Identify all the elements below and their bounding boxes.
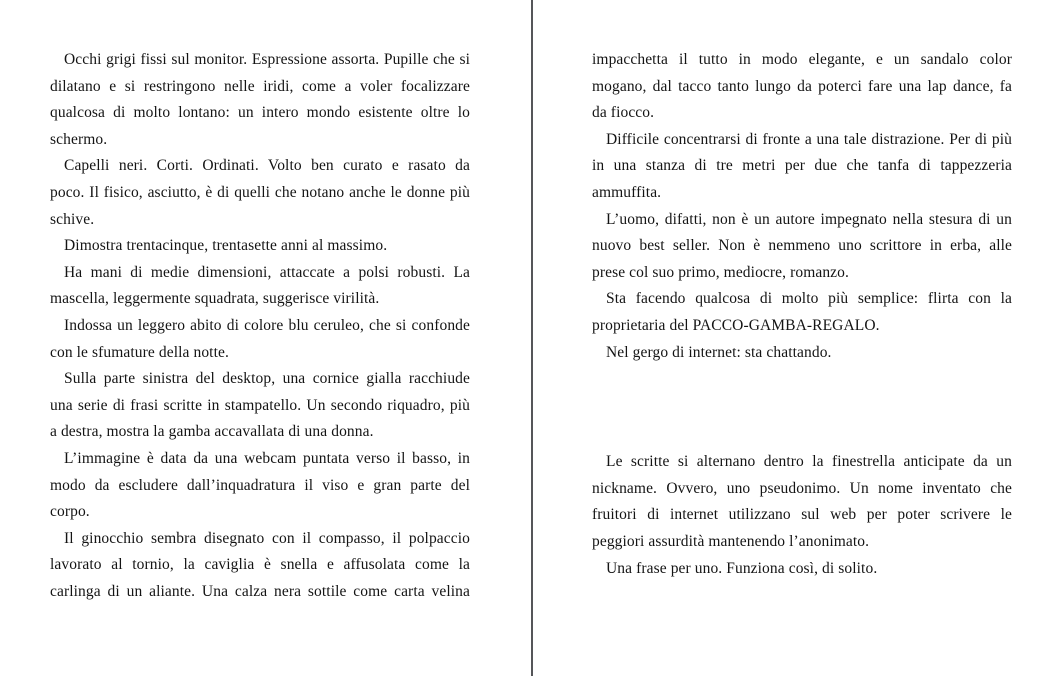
text-line: da fiocco. xyxy=(592,104,655,122)
text-line: schermo. xyxy=(50,130,108,148)
text-line: una serie di frasi scritte in stampatello. Un secondo riquadro, più xyxy=(50,396,470,414)
text-line: L’uomo, difatti, non è un autore impegnato nella stesura di un xyxy=(606,210,1012,228)
text-line: Dimostra trentacinque, trentasette anni al massimo. xyxy=(64,237,388,255)
text-line: nickname. Ovvero, uno pseudonimo. Un nome inventato che xyxy=(592,479,1012,497)
paragraph xyxy=(50,366,470,446)
text-line: proprietaria del PACCO-GAMBA-REGALO. xyxy=(592,316,880,334)
paragraph xyxy=(592,127,1012,207)
text-line: L’immagine è data da una webcam puntata verso il basso, in xyxy=(64,449,470,467)
text-line: corpo. xyxy=(50,503,90,521)
text-line: dilatano e si restringono nelle iridi, come a voler focalizzare xyxy=(50,77,470,95)
paragraph xyxy=(50,446,470,526)
paragraph xyxy=(50,47,470,153)
text-line: ammuffita. xyxy=(592,183,662,201)
paragraph xyxy=(592,449,1012,555)
paragraph xyxy=(50,526,470,606)
text-line: Occhi grigi fissi sul monitor. Espressione assorta. Pupille che si xyxy=(64,51,470,68)
text-line: nuovo best seller. Non è nemmeno uno scrittore in erba, alle xyxy=(592,237,1012,255)
text-line: impacchetta il tutto in modo elegante, e un sandalo color xyxy=(592,51,1012,68)
paragraph xyxy=(592,286,1012,339)
text-line: prese col suo primo, mediocre, romanzo. xyxy=(592,263,849,281)
text-line: Ha mani di medie dimensioni, attaccate a polsi robusti. La xyxy=(64,263,470,281)
text-line: qualcosa di molto lontano: un intero mondo esistente oltre lo xyxy=(50,104,470,122)
text-line: mascella, leggermente squadrata, suggerisce virilità. xyxy=(50,290,380,308)
paragraph xyxy=(50,260,470,313)
paragraph xyxy=(50,313,470,366)
paragraph xyxy=(50,153,470,233)
text-line: Nel gergo di internet: sta chattando. xyxy=(606,343,832,361)
text-line: con le sfumature della notte. xyxy=(50,343,229,361)
text-line: poco. Il fisico, asciutto, è di quelli che notano anche le donne più xyxy=(50,183,470,201)
text-line: lavorato al tornio, la caviglia è snella e affusolata come la xyxy=(50,556,470,574)
text-line: a destra, mostra la gamba accavallata di una donna. xyxy=(50,423,374,441)
paragraph xyxy=(592,47,1012,127)
text-line: Difficile concentrarsi di fronte a una tale distrazione. Per di più xyxy=(606,130,1012,148)
text-line: carlinga di un aliante. Una calza nera sottile come carta velina xyxy=(50,582,470,600)
text-line: Le scritte si alternano dentro la finestrella anticipate da un xyxy=(606,453,1012,471)
right-page[interactable] xyxy=(533,0,1044,676)
paragraph xyxy=(592,207,1012,287)
paragraph xyxy=(50,233,470,260)
right-page-text xyxy=(592,47,1012,582)
text-line: Sta facendo qualcosa di molto più semplice: flirta con la xyxy=(606,290,1012,308)
left-page-text xyxy=(50,47,470,605)
text-line: Indossa un leggero abito di colore blu ceruleo, che si confonde xyxy=(64,316,470,334)
text-line: modo da escludere dall’inquadratura il viso e gran parte del xyxy=(50,476,470,494)
text-line: in una stanza di tre metri per due che tanfa di tappezzeria xyxy=(592,157,1012,175)
text-line: Una frase per uno. Funziona così, di solito. xyxy=(606,559,878,577)
text-line: Capelli neri. Corti. Ordinati. Volto ben curato e rasato da xyxy=(64,157,470,175)
text-line: fruitori di internet utilizzano sul web per poter scrivere le xyxy=(592,506,1012,524)
paragraph xyxy=(592,556,1012,583)
text-line: Sulla parte sinistra del desktop, una cornice gialla racchiude xyxy=(64,370,470,388)
paragraph xyxy=(592,340,1012,367)
scene-break xyxy=(592,366,1012,449)
text-line: schive. xyxy=(50,210,95,228)
text-line: peggiori assurdità mantenendo l’anonimato. xyxy=(592,532,870,550)
text-line: Il ginocchio sembra disegnato con il compasso, il polpaccio xyxy=(64,529,470,547)
text-line: mogano, dal tacco tanto lungo da poterci fare una lap dance, fa xyxy=(592,77,1012,95)
